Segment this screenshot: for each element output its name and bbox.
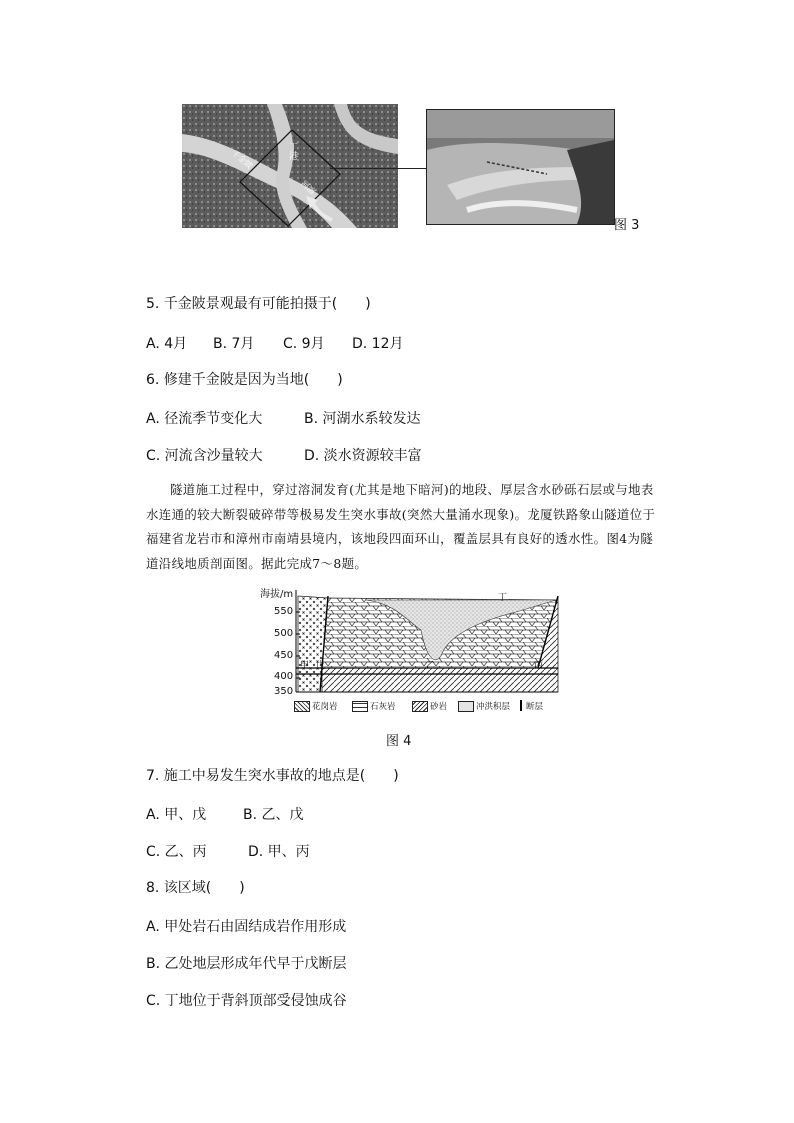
point-label-ding: 丁	[498, 593, 508, 603]
question-7-stem: 7. 施工中易发生突水事故的地点是( )	[146, 768, 399, 784]
passage	[146, 478, 660, 576]
legend-limestone: 石灰岩	[370, 702, 396, 712]
question-8-option-b[interactable]: B. 乙处地层形成年代早于戊断层	[146, 956, 347, 972]
question-7-option-d[interactable]: D. 甲、丙	[248, 844, 310, 860]
question-7-option-b[interactable]: B. 乙、戊	[243, 807, 304, 823]
point-label-wu: 戊	[316, 661, 326, 671]
map-label-dinggang: 丁港	[287, 142, 297, 160]
passage-line-2: 水连通的较大断裂破碎带等极易发生突水事故(突然大量涌水现象)。龙厦铁路象山隧道位于	[146, 506, 656, 522]
dam-photo	[426, 109, 615, 225]
legend-swatch-fault	[520, 700, 525, 711]
geologic-section-figure	[256, 586, 566, 714]
legend-alluvium: 冲洪积层	[476, 702, 511, 712]
aerial-map-photo	[182, 104, 398, 228]
legend-swatch-granite	[294, 701, 310, 712]
point-label-yi: 乙	[426, 661, 436, 671]
figure3-caption: 图 3	[614, 218, 640, 233]
geologic-section-drawing	[256, 586, 566, 714]
question-5-option-b[interactable]: B. 7月	[213, 336, 255, 352]
question-6-option-d[interactable]: D. 淡水资源较丰富	[304, 448, 422, 464]
question-7-option-a[interactable]: A. 甲、戊	[146, 807, 207, 823]
question-8-option-a[interactable]: A. 甲处岩石由固结成岩作用形成	[146, 919, 347, 935]
legend-swatch-sandstone	[412, 701, 428, 712]
y-tick-350: 350	[274, 686, 294, 697]
y-tick-550: 550	[274, 606, 294, 617]
passage-line-1: 隧道施工过程中，穿过溶洞发育(尤其是地下暗河)的地段、厚层含水砂砾石层或与地表	[170, 482, 654, 497]
y-axis-title: 海拔/m	[260, 589, 294, 600]
question-6-option-b[interactable]: B. 河湖水系较发达	[304, 411, 421, 427]
connector-line	[330, 168, 426, 169]
point-label-bing: 丙	[534, 661, 544, 671]
y-tick-500: 500	[274, 628, 294, 639]
map-label-herong: 河溶	[299, 178, 317, 197]
aerial-map-drawing	[182, 104, 398, 228]
question-5-option-a[interactable]: A. 4月	[146, 336, 188, 352]
map-label-qianjinbei: 千金陂	[229, 148, 255, 171]
legend-swatch-alluvium	[458, 701, 474, 712]
legend-swatch-limestone	[352, 701, 368, 712]
point-label-jia: 甲	[300, 661, 310, 671]
passage-line-3: 福建省龙岩市和漳州市南靖县境内，该地段四面环山，覆盖层具有良好的透水性。图4为隧	[146, 531, 654, 546]
question-5-option-c[interactable]: C. 9月	[283, 336, 325, 352]
legend-sandstone: 砂岩	[430, 702, 448, 712]
legend	[294, 700, 566, 712]
legend-granite: 花岗岩	[312, 702, 338, 712]
question-6-option-c[interactable]: C. 河流含沙量较大	[146, 448, 263, 464]
question-6-option-a[interactable]: A. 径流季节变化大	[146, 411, 263, 427]
question-8-stem: 8. 该区域( )	[146, 880, 245, 896]
question-6-stem: 6. 修建千金陂是因为当地( )	[146, 372, 343, 388]
question-5-option-d[interactable]: D. 12月	[352, 336, 404, 352]
question-5-stem: 5. 千金陂景观最有可能拍摄于( )	[146, 296, 371, 312]
y-tick-400: 400	[274, 671, 294, 682]
dam-photo-drawing	[427, 110, 614, 224]
legend-fault: 断层	[526, 702, 544, 712]
y-tick-450: 450	[274, 650, 294, 661]
question-8-option-c[interactable]: C. 丁地位于背斜顶部受侵蚀成谷	[146, 993, 347, 1009]
question-7-option-c[interactable]: C. 乙、丙	[146, 844, 207, 860]
passage-line-4: 道沿线地质剖面图。据此完成7～8题。	[146, 555, 368, 571]
figure4-caption: 图 4	[386, 734, 412, 749]
